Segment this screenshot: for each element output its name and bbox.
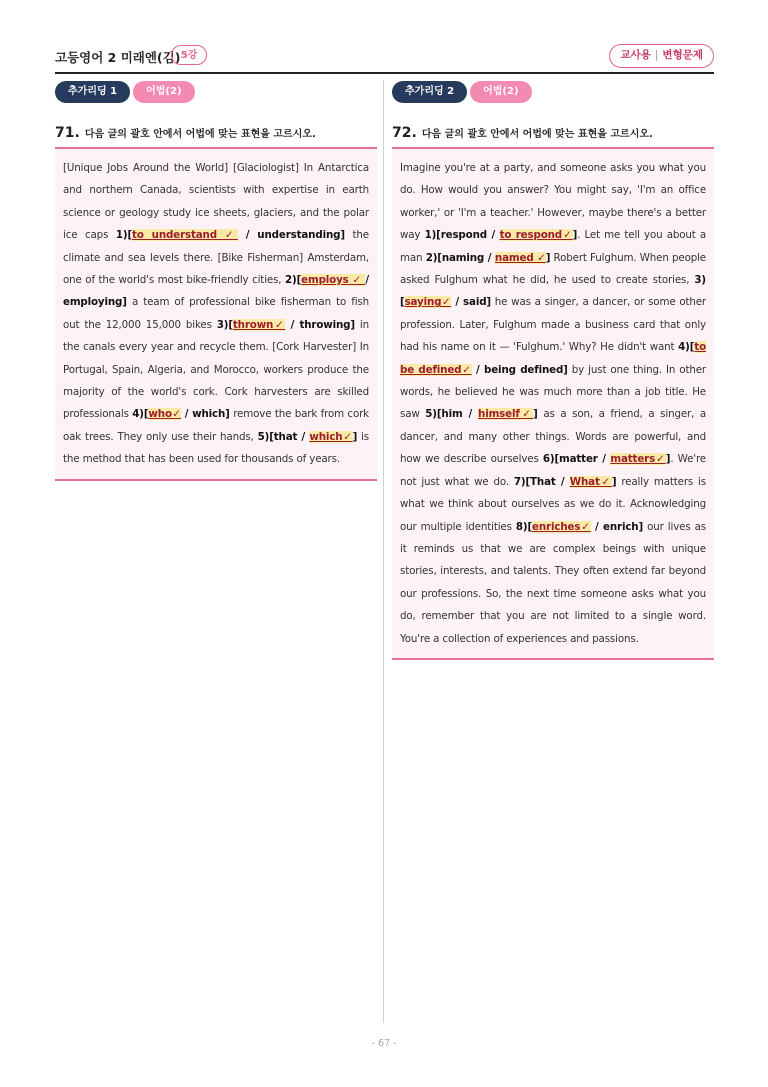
bracket-option: 5)[that /: [257, 430, 310, 443]
passage-segment: is the method that has been used for thousands of years.: [63, 430, 369, 466]
question-badges: [392, 81, 714, 105]
passage-segment: . Let me tell you about a man: [400, 229, 706, 264]
bracket-option: / employing]: [63, 274, 369, 309]
passage-segment: he was a singer, a dancer, or some other profession. Later, Fulghum made a business card that only had his name on it — 'Fulghum.' Why? He didn't want: [400, 296, 707, 354]
bracket-option: ]: [533, 408, 538, 421]
question-instruction: 다음 글의 괄호 안에서 어법에 맞는 표현을 고르시오.: [421, 129, 653, 140]
question-number: 72.: [392, 125, 417, 141]
question-line: [55, 122, 377, 142]
column-divider: [383, 80, 384, 1023]
passage-text: [392, 149, 714, 658]
answer-choice: enriches✓: [532, 520, 591, 533]
passage-rule: [392, 658, 714, 660]
bracket-option: 7)[That /: [513, 475, 570, 488]
document-type-badge: [609, 44, 714, 68]
page-header: [55, 44, 714, 72]
bracket-option: 2)[naming /: [425, 251, 495, 264]
answer-choice: employs ✓: [301, 274, 366, 287]
bracket-option: 5)[him /: [425, 408, 479, 421]
bracket-option: 3)[: [400, 274, 706, 309]
passage-segment: remove the bark from cork oak trees. They only use their hands,: [63, 408, 369, 443]
passage-segment: a team of professional bike fisherman to fish out the 12,000 15,000 bikes: [63, 296, 369, 331]
bracket-option: ]: [572, 229, 578, 242]
passage-rule: [55, 479, 377, 481]
bracket-option: / said]: [451, 296, 491, 309]
bracket-option: 4)[: [678, 341, 695, 354]
reading-badge: 추가리딩 2: [392, 81, 467, 103]
book-title: 고등영어 2 미래엔(김): [55, 50, 181, 65]
type-label: 변형문제: [662, 49, 703, 61]
answer-choice: himself✓: [478, 408, 534, 421]
answer-choice: to understand ✓: [132, 229, 238, 242]
bracket-option: / understanding]: [237, 229, 345, 242]
header-rule: [55, 72, 714, 74]
bracket-option: 8)[: [515, 520, 533, 533]
passage-segment: our lives as it reminds us that we are complex beings with unique stories, interests, and talents. They often extend far beyond our professions. So, the next time someone asks what you do, remember that you are not limited to a single word. You're a collection of experiences and passions.: [400, 520, 706, 645]
passage-text: [55, 149, 377, 479]
answer-choice: saying✓: [404, 296, 452, 309]
passage-segment: . We're not just what we do.: [400, 453, 706, 488]
bracket-option: ]: [665, 453, 671, 466]
bracket-option: 4)[: [132, 408, 149, 421]
bracket-option: 1)[: [115, 229, 133, 242]
category-badge: 어법(2): [133, 81, 194, 103]
reading-badge: 추가리딩 1: [55, 81, 130, 103]
bracket-option: 3)[: [216, 318, 233, 331]
question-badges: [55, 81, 377, 105]
question-line: [392, 122, 714, 142]
bracket-option: ]: [545, 251, 551, 264]
passage-segment: Robert Fulghum. When people asked Fulghum what he did, he used to create stories,: [400, 251, 706, 287]
passage-segment: [Unique Jobs Around the World] [Glaciologist] In Antarctica and northern Canada, scientists with expertise in earth science or geology study ice sheets, glaciers, and the polar ice caps: [63, 162, 369, 242]
question-72: [392, 81, 714, 660]
bracket-option: / which]: [181, 408, 230, 421]
bracket-option: / enrich]: [590, 520, 644, 533]
category-badge: 어법(2): [470, 81, 531, 103]
bracket-option: / throwing]: [285, 318, 355, 331]
page-number: - 67 -: [371, 1038, 397, 1049]
answer-choice: to be defined✓: [400, 341, 706, 376]
passage-segment: Imagine you're at a party, and someone asks you what you do. How would you answer? You might say, 'I'm an office worker,' or 'I'm a teacher.' However, maybe there's a better way: [400, 162, 706, 242]
bracket-option: ]: [352, 430, 358, 443]
passage-segment: by just one thing. In other words, he believed he was much more than a job title. He saw: [400, 363, 706, 421]
question-number: 71.: [55, 125, 80, 141]
question-instruction: 다음 글의 괄호 안에서 어법에 맞는 표현을 고르시오.: [84, 129, 316, 140]
answer-choice: to respond✓: [499, 229, 573, 242]
answer-choice: matters✓: [610, 453, 666, 466]
passage-segment: in the canals every year and recycle them. [Cork Harvester] In Portugal, Spain, Algeria, and Morocco, workers produce the majority of the world's cork. Cork harvesters are skilled professionals: [63, 318, 369, 421]
passage-segment: really matters is what we think about ourselves as we do it. Acknowledging our multiple identities: [400, 475, 706, 533]
bracket-option: / being defined]: [471, 363, 568, 376]
answer-choice: which✓: [309, 430, 353, 443]
answer-choice: What✓: [569, 475, 612, 488]
audience-label: 교사용: [620, 49, 651, 61]
question-71: [55, 81, 377, 481]
passage-segment: as a son, a friend, a singer, a dancer, and many other things. Words are powerful, and how we describe ourselves: [400, 408, 707, 466]
passage-segment: the climate and sea levels there. [Bike Fisherman] Amsterdam, one of the world's most bike-friendly cities,: [63, 229, 369, 287]
bracket-option: ]: [611, 475, 617, 488]
answer-choice: who✓: [148, 408, 181, 421]
badge-separator: |: [654, 49, 659, 61]
bracket-option: 2)[: [285, 274, 302, 287]
bracket-option: 1)[respond /: [424, 229, 500, 242]
answer-choice: named ✓: [494, 251, 546, 264]
answer-choice: thrown✓: [232, 318, 286, 331]
bracket-option: 6)[matter /: [542, 453, 611, 466]
lesson-badge: 5강: [171, 45, 207, 65]
